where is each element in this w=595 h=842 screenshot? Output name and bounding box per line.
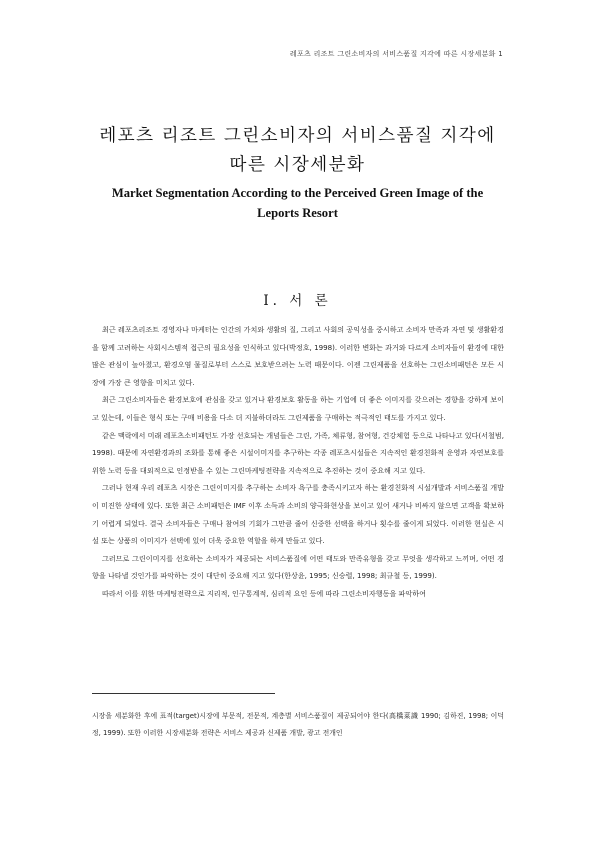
paragraph: 그러나 현재 우리 레포츠 시장은 그린이미지를 추구하는 소비자 욕구를 충족시키고자 하는 환경친화적 시설개발과 서비스품질 개발이 미진한 상태에 있다. 또한 최근 소비패턴은 IMF 이후 소득과 소비의 양극화현상을 보이고 있어 새거나 비싸지 않으면 고객을 확보하기 어렵게 되었다. 결국 소비자들은 구매나 참여의 기회가 그만큼 줄어 신중한 선택을 하거나 횟수를 줄이게 되었다. 이러한 현실은 시설 또는 상품의 이미지가 선택에 있어 더욱 중요한 역할을 하게 만들고 있다. (92, 483, 504, 546)
paper-title-korean (0, 122, 595, 180)
running-header: 레포츠 리조트 그린소비자의 서비스품질 지각에 따른 시장세분화 1 (289, 50, 503, 58)
body-text (92, 321, 504, 603)
footnote-divider (92, 693, 275, 694)
footnote-text: 시장을 세분화한 후에 표적(target)시장에 부문적, 전문적, 계층별 서비스품질이 제공되어야 한다(高橋菜識 1990; 김하진, 1998; 이덕정, 1999). 또한 이러한 시장세분화 전략은 서비스 제공과 신제품 개발, 광고 전개인 (92, 712, 504, 737)
paragraph: 따라서 이를 위한 마케팅전략으로 지리적, 인구통계적, 심리적 요인 등에 따라 그린소비자행동을 파악하여 (102, 588, 426, 598)
footnote (92, 708, 504, 741)
section-heading: Ⅰ. 서 론 (263, 293, 332, 309)
title-line-2: 따른 시장세분화 (229, 155, 366, 175)
paragraph: 그러므로 그린이미지를 선호하는 소비자가 제공되는 서비스품질에 어떤 태도와 만족유형을 갖고 무엇을 생각하고 느끼며, 어떤 경향을 나타낼 것인가를 파악하는 것이 대단히 중요해 지고 있다(한상윤, 1995; 신승렬, 1998; 최규철 등, 1999). (92, 553, 504, 581)
paragraph: 같은 맥락에서 미래 레포츠소비패턴도 가장 선호되는 개념들은 그린, 가족, 체류형, 참여형, 건강체험 등으로 나타나고 있다(서철범, 1998). 때문에 자연환경과의 조화를 통해 좋은 시설이미지를 추구하는 각종 레포츠시설들은 지속적인 환경친화적 운영과 자연보호를 위한 노력 등을 대외적으로 인정받을 수 있는 그린마케팅전략을 지속적으로 추진하는 것이 중요해 지고 있다. (92, 430, 504, 475)
title-line-1: 레포츠 리조트 그린소비자의 서비스품질 지각에 (99, 126, 496, 146)
paper-title-english: Market Segmentation According to the Perceived Green Image of the Leports Resort (111, 186, 484, 220)
paragraph: 최근 그린소비자들은 환경보호에 관심을 갖고 있거나 환경보호 활동을 하는 기업에 더 좋은 이미지를 갖으려는 경향을 강하게 보이고 있는데, 이들은 형식 또는 구매 비용을 다소 더 지불하더라도 그린제품을 구매하는 적극적인 태도를 가지고 있다. (92, 395, 504, 422)
paragraph: 최근 레포츠리조트 경영자나 마케터는 인간의 가치와 생활의 질, 그리고 사회의 공익성을 중시하고 소비자 만족과 자연 및 생활환경을 함께 고려하는 사회시스템적 접근의 필요성을 인식하고 있다(박정호, 1998). 이러한 변화는 과거와 다르게 소비자들이 환경에 대한 많은 관심이 높아졌고, 환경오염 물질로부터 스스로 보호받으려는 노력 때문이다. 이젠 그린제품을 선호하는 그린소비패턴은 모든 시장에 가장 큰 영향을 미치고 있다. (92, 325, 504, 387)
